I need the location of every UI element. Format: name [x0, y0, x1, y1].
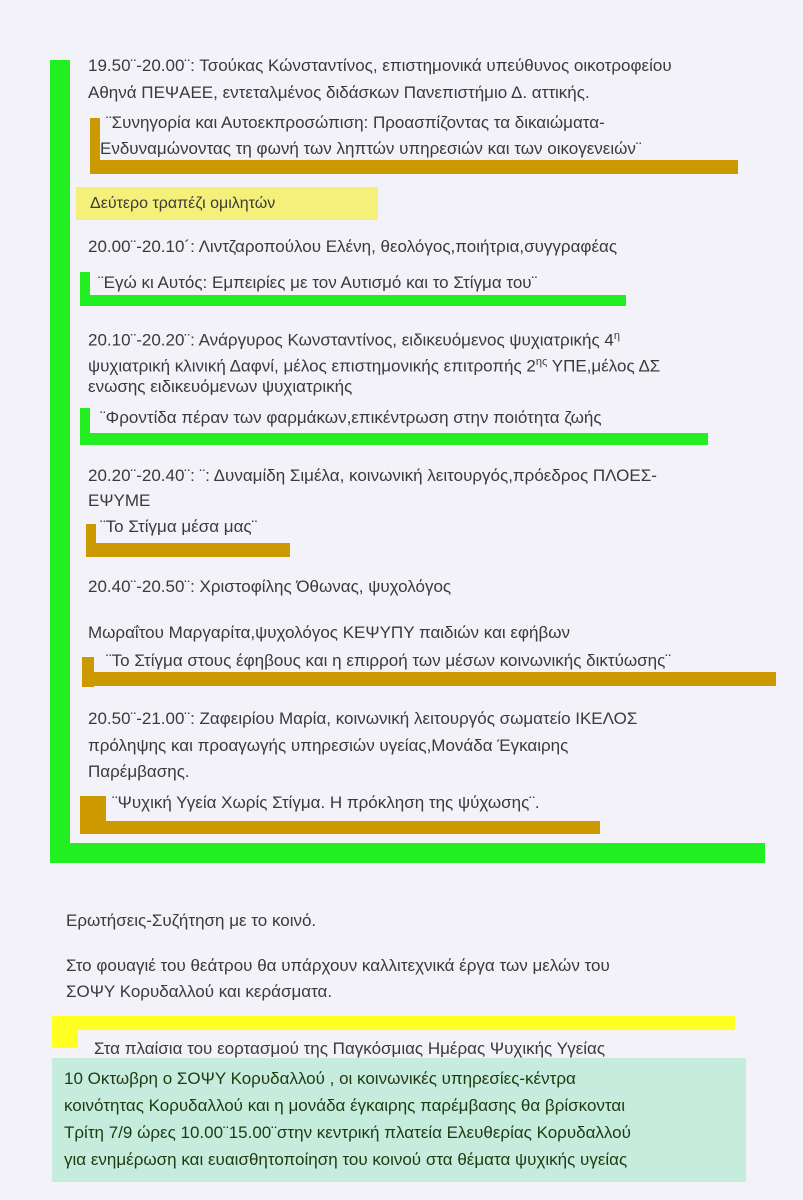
talk5-speaker-line1: 20.50¨-21.00¨: Ζαφειρίου Μαρία, κοινωνική λειτουργός σωματείο ΙΚΕΛΟΣ [88, 709, 638, 728]
celebration-topbar [52, 1016, 735, 1030]
talk4-title: ¨Το Στίγμα στους έφηβους και η επιρροή των μέσων κοινωνικής δικτύωσης¨ [106, 651, 671, 670]
frame-left-bar [50, 60, 70, 862]
session1-time: 19.50¨-20.00¨: Τσούκας Κώνσταντίνος, επιστημονικά υπεύθυνος οικοτροφείου [88, 56, 672, 75]
panel2-heading: Δεύτερο τραπέζι ομιλητών [90, 195, 276, 212]
closing-foyer-line1: Στο φουαγιέ του θεάτρου θα υπάρχουν καλλιτεχνικά έργα των μελών του [66, 956, 610, 975]
session1-title-line1: ¨Συνηγορία και Αυτοεκπροσώπιση: Προασπίζοντας τα δικαιώματα- [106, 113, 605, 132]
closing-qa: Ερωτήσεις-Συζήτηση με το κοινό. [66, 911, 317, 930]
talk2-speaker-line1 [88, 326, 620, 351]
talk4-speaker-line2: Μωραΐτου Μαργαρίτα,ψυχολόγος ΚΕΨΥΠΥ παιδιών και εφήβων [88, 623, 571, 642]
talk2-speaker-line3: ενωσης ειδικευόμενων ψυχιατρικής [88, 377, 353, 396]
talk5-title: ¨Ψυχική Υγεία Χωρίς Στίγμα. Η πρόκληση της ψύχωσης¨. [112, 793, 540, 812]
talk5-title-underline [80, 821, 600, 834]
talk2-sup1: η [613, 330, 620, 342]
info-box-line3: Τρίτη 7/9 ώρες 10.00¨15.00¨στην κεντρική πλατεία Ελευθερίας Κορυδαλλού [64, 1123, 631, 1142]
talk3-speaker-line2: ΕΨΥΜΕ [88, 491, 151, 510]
talk1-title-underline [80, 295, 626, 306]
celebration-intro: Στα πλαίσια του εορτασμού της Παγκόσμιας Ημέρας Ψυχικής Υγείας [94, 1039, 606, 1058]
frame-bottom-bar [50, 843, 765, 863]
session1-title-line2: Ενδυναμώνοντας τη φωνή των ληπτών υπηρεσιών και των οικογενειών¨ [100, 139, 642, 158]
talk2-speaker-line1-text: 20.10¨-20.20¨: Ανάργυρος Κωνσταντίνος, ειδικευόμενος ψυχιατρικής 4 [88, 330, 614, 350]
talk4-speaker-line1: 20.40¨-20.50¨: Χριστοφίλης Όθωνας, ψυχολόγος [88, 577, 452, 596]
talk2-title: ¨Φροντίδα πέραν των φαρμάκων,επικέντρωση στην ποιότητα ζωής [100, 408, 602, 427]
talk1-speaker: 20.00¨-20.10´: Λιντζαροπούλου Ελένη, θεολόγος,ποιήτρια,συγγραφέας [88, 237, 618, 256]
talk5-speaker-line2: πρόληψης και προαγωγής υπηρεσιών υγείας,Μονάδα Έγκαιρης [88, 736, 569, 755]
talk2-sup2: ης [535, 356, 548, 368]
session1-title-marker [90, 118, 100, 162]
talk2-title-underline [80, 433, 708, 445]
info-box-line1: 10 Οκτωβρη ο ΣΟΨΥ Κορυδαλλού , οι κοινωνικές υπηρεσίες-κέντρα [64, 1069, 576, 1088]
talk2-speaker-line2 [88, 352, 660, 377]
talk1-title: ¨Εγώ κι Αυτός: Εμπειρίες με τον Αυτισμό και το Στίγμα του¨ [98, 273, 538, 292]
session1-title-underline [90, 160, 738, 174]
talk2-speaker-line2-tail: ΥΠΕ,μέλος ΔΣ [547, 356, 661, 376]
talk4-title-underline [82, 672, 776, 686]
info-box-line2: κοινότητας Κορυδαλλού και η μονάδα έγκαιρης παρέμβασης θα βρίσκονται [64, 1096, 625, 1115]
info-box-line4: για ενημέρωση και ευαισθητοποίηση του κοινού στα θέματα ψυχικής υγείας [64, 1150, 628, 1169]
talk5-speaker-line3: Παρέμβασης. [88, 762, 190, 781]
talk3-title-underline [86, 543, 290, 557]
talk3-title: ¨Το Στίγμα μέσα μας¨ [100, 517, 258, 536]
session1-affiliation: Αθηνά ΠΕΨΑΕΕ, εντεταλμένος διδάσκων Πανεπιστήμιο Δ. αττικής. [88, 83, 590, 102]
talk3-speaker-line1: 20.20¨-20.40¨: ¨: Δυναμίδη Σιμέλα, κοινωνική λειτουργός,πρόεδρος ΠΛΟΕΣ- [88, 466, 657, 485]
closing-foyer-line2: ΣΟΨΥ Κορυδαλλού και κεράσματα. [66, 982, 333, 1001]
talk2-speaker-line2-text: ψυχιατρική κλινική Δαφνί, μέλος επιστημονικής επιτροπής 2 [88, 356, 536, 376]
